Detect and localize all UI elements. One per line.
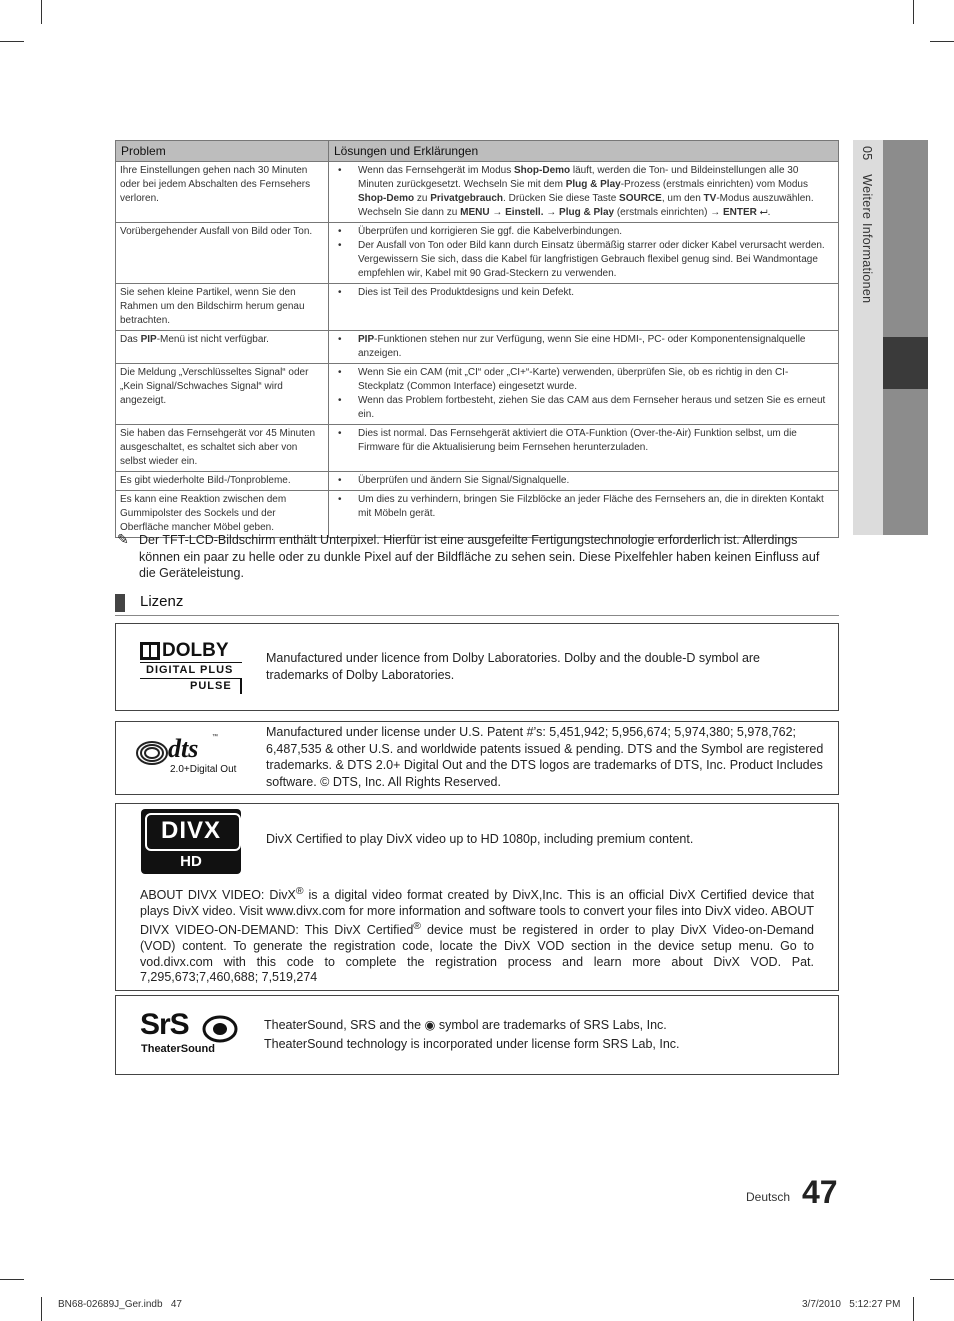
crop-mark	[41, 0, 42, 24]
srs-license-line2: TheaterSound technology is incorporated under license form SRS Lab, Inc.	[264, 1037, 680, 1051]
solution-item: • Überprüfen und korrigieren Sie ggf. die Kabelverbindungen.	[358, 225, 834, 239]
dolby-logo-word: DOLBY	[162, 640, 229, 661]
column-header-problem: Problem	[116, 141, 329, 162]
page-number: 47	[802, 1174, 838, 1210]
divx-license-text: DivX Certified to play DivX video up to HD 1080p, including premium content.	[266, 832, 694, 846]
dts-license-text: Manufactured under license under U.S. Patent #’s: 5,451,942; 5,956,674; 5,974,380; 5,978,762; 6,487,535 & other U.S. and worldwide patents issued & pending. DTS and the Symbol are registered trademarks. & DTS 2.0+ Digital Out and the DTS logos are trademarks of DTS, Inc. Product Includes software. © DTS, Inc. All Rights Reserved.	[266, 725, 824, 790]
section-heading	[115, 593, 839, 616]
print-slug-datetime: 3/7/2010 5:12:27 PM	[802, 1299, 901, 1310]
solution-item: • Wenn das Fernsehgerät im Modus Shop-Demo läuft, werden die Ton- und Bildeinstellungen alle 30 Minuten zurückgesetzt. Wechseln Sie mit dem Plug & Play-Prozess (erstmals einrichten) vom Modus Shop-Demo zu Privatgebrauch. Drücken Sie diese Taste SOURCE, um den TV-Modus auszuwählen. Wechseln Sie dann zu MENU → Einstell. → Plug & Play (erstmals einrichten) → ENTER ⮠.	[358, 164, 834, 220]
license-box-divx	[115, 803, 839, 991]
crop-mark	[913, 0, 914, 24]
table-row	[116, 364, 839, 425]
table-row	[116, 491, 839, 538]
solution-cell	[329, 284, 839, 331]
solution-list	[333, 164, 834, 220]
srs-logo-word: SrS	[140, 1008, 189, 1041]
solution-cell	[329, 223, 839, 284]
problem-cell: Sie haben das Fernsehgerät vor 45 Minuten ausgeschaltet, es schaltet sich aber von selbst wieder ein.	[116, 425, 329, 472]
crop-mark	[930, 1279, 954, 1280]
column-header-solutions: Lösungen und Erklärungen	[329, 141, 839, 162]
srs-logo	[140, 1008, 240, 1058]
pencil-note-icon: ✎	[117, 531, 129, 547]
problem-cell: Die Meldung „Verschlüsseltes Signal“ oder „Kein Signal/Schwaches Signal“ wird angezeigt.	[116, 364, 329, 425]
dts-logo	[136, 734, 246, 778]
note-paragraph	[117, 532, 837, 582]
table-row	[116, 425, 839, 472]
table-row	[116, 284, 839, 331]
license-box-dolby	[115, 623, 839, 711]
table-row	[116, 162, 839, 223]
solution-item: • Um dies zu verhindern, bringen Sie Filzblöcke an jeder Fläche des Fernsehers an, die in direkten Kontakt mit Möbeln gerät.	[358, 493, 834, 521]
divx-logo-sub: HD	[180, 853, 202, 870]
dts-trademark: ™	[212, 734, 218, 740]
chapter-number: 05	[860, 146, 874, 161]
solution-item: • PIP-Funktionen stehen nur zur Verfügung, wenn Sie eine HDMI-, PC- oder Komponentensignalquelle anzeigen.	[358, 333, 834, 361]
divx-logo-word: DIVX	[160, 817, 221, 844]
chapter-label	[860, 146, 874, 303]
problem-cell: Es kann eine Reaktion zwischen dem Gummipolster des Sockels und der Oberfläche mancher Möbel geben.	[116, 491, 329, 538]
solution-cell	[329, 425, 839, 472]
srs-license-line1: TheaterSound, SRS and the ◉ symbol are trademarks of SRS Labs, Inc.	[264, 1018, 667, 1032]
divx-logo	[141, 809, 241, 874]
problem-cell: Sie sehen kleine Partikel, wenn Sie den Rahmen um den Bildschirm herum genau betrachten.	[116, 284, 329, 331]
problem-cell: Ihre Einstellungen gehen nach 30 Minuten oder bei jedem Abschalten des Fernsehers verloren.	[116, 162, 329, 223]
table-row	[116, 223, 839, 284]
dolby-logo-line1: DIGITAL PLUS	[146, 664, 234, 676]
footer-language: Deutsch	[746, 1190, 791, 1204]
crop-mark	[41, 1297, 42, 1321]
dts-logo-word: dts	[168, 734, 199, 763]
crop-mark	[913, 1297, 914, 1321]
solution-cell	[329, 472, 839, 491]
solution-list	[333, 493, 834, 521]
solution-list	[333, 427, 834, 455]
solution-list	[333, 366, 834, 422]
solution-cell	[329, 364, 839, 425]
dolby-logo	[140, 642, 242, 694]
crop-mark	[0, 1279, 24, 1280]
table-row	[116, 331, 839, 364]
table-header-row	[116, 141, 839, 162]
table-row	[116, 472, 839, 491]
solution-item: • Dies ist normal. Das Fernsehgerät aktiviert die OTA-Funktion (Over-the-Air) Funktion selbst, um die Firmware für die Aktualisierung beim Fernsehen herunterzuladen.	[358, 427, 834, 455]
license-box-srs	[115, 995, 839, 1075]
solution-list	[333, 474, 834, 488]
solution-list	[333, 286, 834, 300]
solution-item: • Dies ist Teil des Produktdesigns und kein Defekt.	[358, 286, 834, 300]
srs-logo-sub: TheaterSound	[141, 1043, 215, 1055]
solution-cell	[329, 491, 839, 538]
solution-cell	[329, 331, 839, 364]
problem-cell: Es gibt wiederholte Bild-/Tonprobleme.	[116, 472, 329, 491]
solution-item: • Der Ausfall von Ton oder Bild kann durch Einsatz übermäßig starrer oder dicker Kabel verursacht werden. Vergewissern Sie sich, dass die Kabel für langfristigen Gebrauch flexibel genug sind. Bei Wandmontage empfehlen wir, Kabel mit 90 Grad-Steckern zu verwenden.	[358, 239, 834, 281]
solution-item: • Wenn Sie ein CAM (mit „CI“ oder „CI+“-Karte) verwenden, überprüfen Sie, ob es richtig in den CI-Steckplatz (Common Interface) eingesetzt wurde.	[358, 366, 834, 394]
license-box-dts	[115, 721, 839, 795]
troubleshooting-table	[115, 140, 839, 538]
dolby-license-text: Manufactured under licence from Dolby Laboratories. Dolby and the double-D symbol are trademarks of Dolby Laboratories.	[266, 651, 761, 682]
solution-list	[333, 225, 834, 281]
solution-item: • Überprüfen und ändern Sie Signal/Signalquelle.	[358, 474, 834, 488]
divx-about-text: ABOUT DIVX VIDEO: DivX® is a digital video format created by DivX,Inc. This is an official DivX Certified device that plays DivX video. Visit www.divx.com for more information and software tools to convert your files into DivX video. ABOUT DIVX VIDEO-ON-DEMAND: This DivX Certified® device must be registered in order to play DivX Video-on-Demand (VOD) content. To generate the registration code, locate the DivX VOD section in the device setup menu. Go to vod.divx.com with this code to complete the registration process and learn more about DivX VOD. Pat. 7,295,673;7,460,688; 7,519,274	[140, 886, 814, 985]
dts-logo-sub: 2.0+Digital Out	[170, 764, 237, 775]
dolby-logo-line2: PULSE	[190, 680, 232, 692]
dts-disc-icon	[136, 740, 168, 766]
problem-cell: Vorübergehender Ausfall von Bild oder Ton.	[116, 223, 329, 284]
problem-cell: Das PIP-Menü ist nicht verfügbar.	[116, 331, 329, 364]
crop-mark	[0, 41, 24, 42]
section-marker-bar	[115, 594, 125, 612]
solution-cell	[329, 162, 839, 223]
section-heading-text: Lizenz	[140, 593, 184, 610]
table-body	[116, 162, 839, 538]
note-text: Der TFT-LCD-Bildschirm enthält Unterpixel. Hierfür ist eine ausgefeilte Fertigungstechnologie erforderlich ist. Allerdings können ein paar zu helle oder zu dunkle Pixel auf der Bildfläche zu sehen sein. Diese Pixelfehler haben keinen Einfluss auf die Geräteleistung.	[139, 533, 820, 581]
solution-item: • Wenn das Problem fortbesteht, ziehen Sie das CAM aus dem Fernseher heraus und setzen Sie es erneut ein.	[358, 394, 834, 422]
chapter-title: Weitere Informationen	[860, 174, 874, 304]
srs-symbol-icon	[202, 1014, 238, 1044]
print-slug-file: BN68-02689J_Ger.indb 47	[58, 1299, 182, 1310]
solution-list	[333, 333, 834, 361]
crop-mark	[930, 41, 954, 42]
